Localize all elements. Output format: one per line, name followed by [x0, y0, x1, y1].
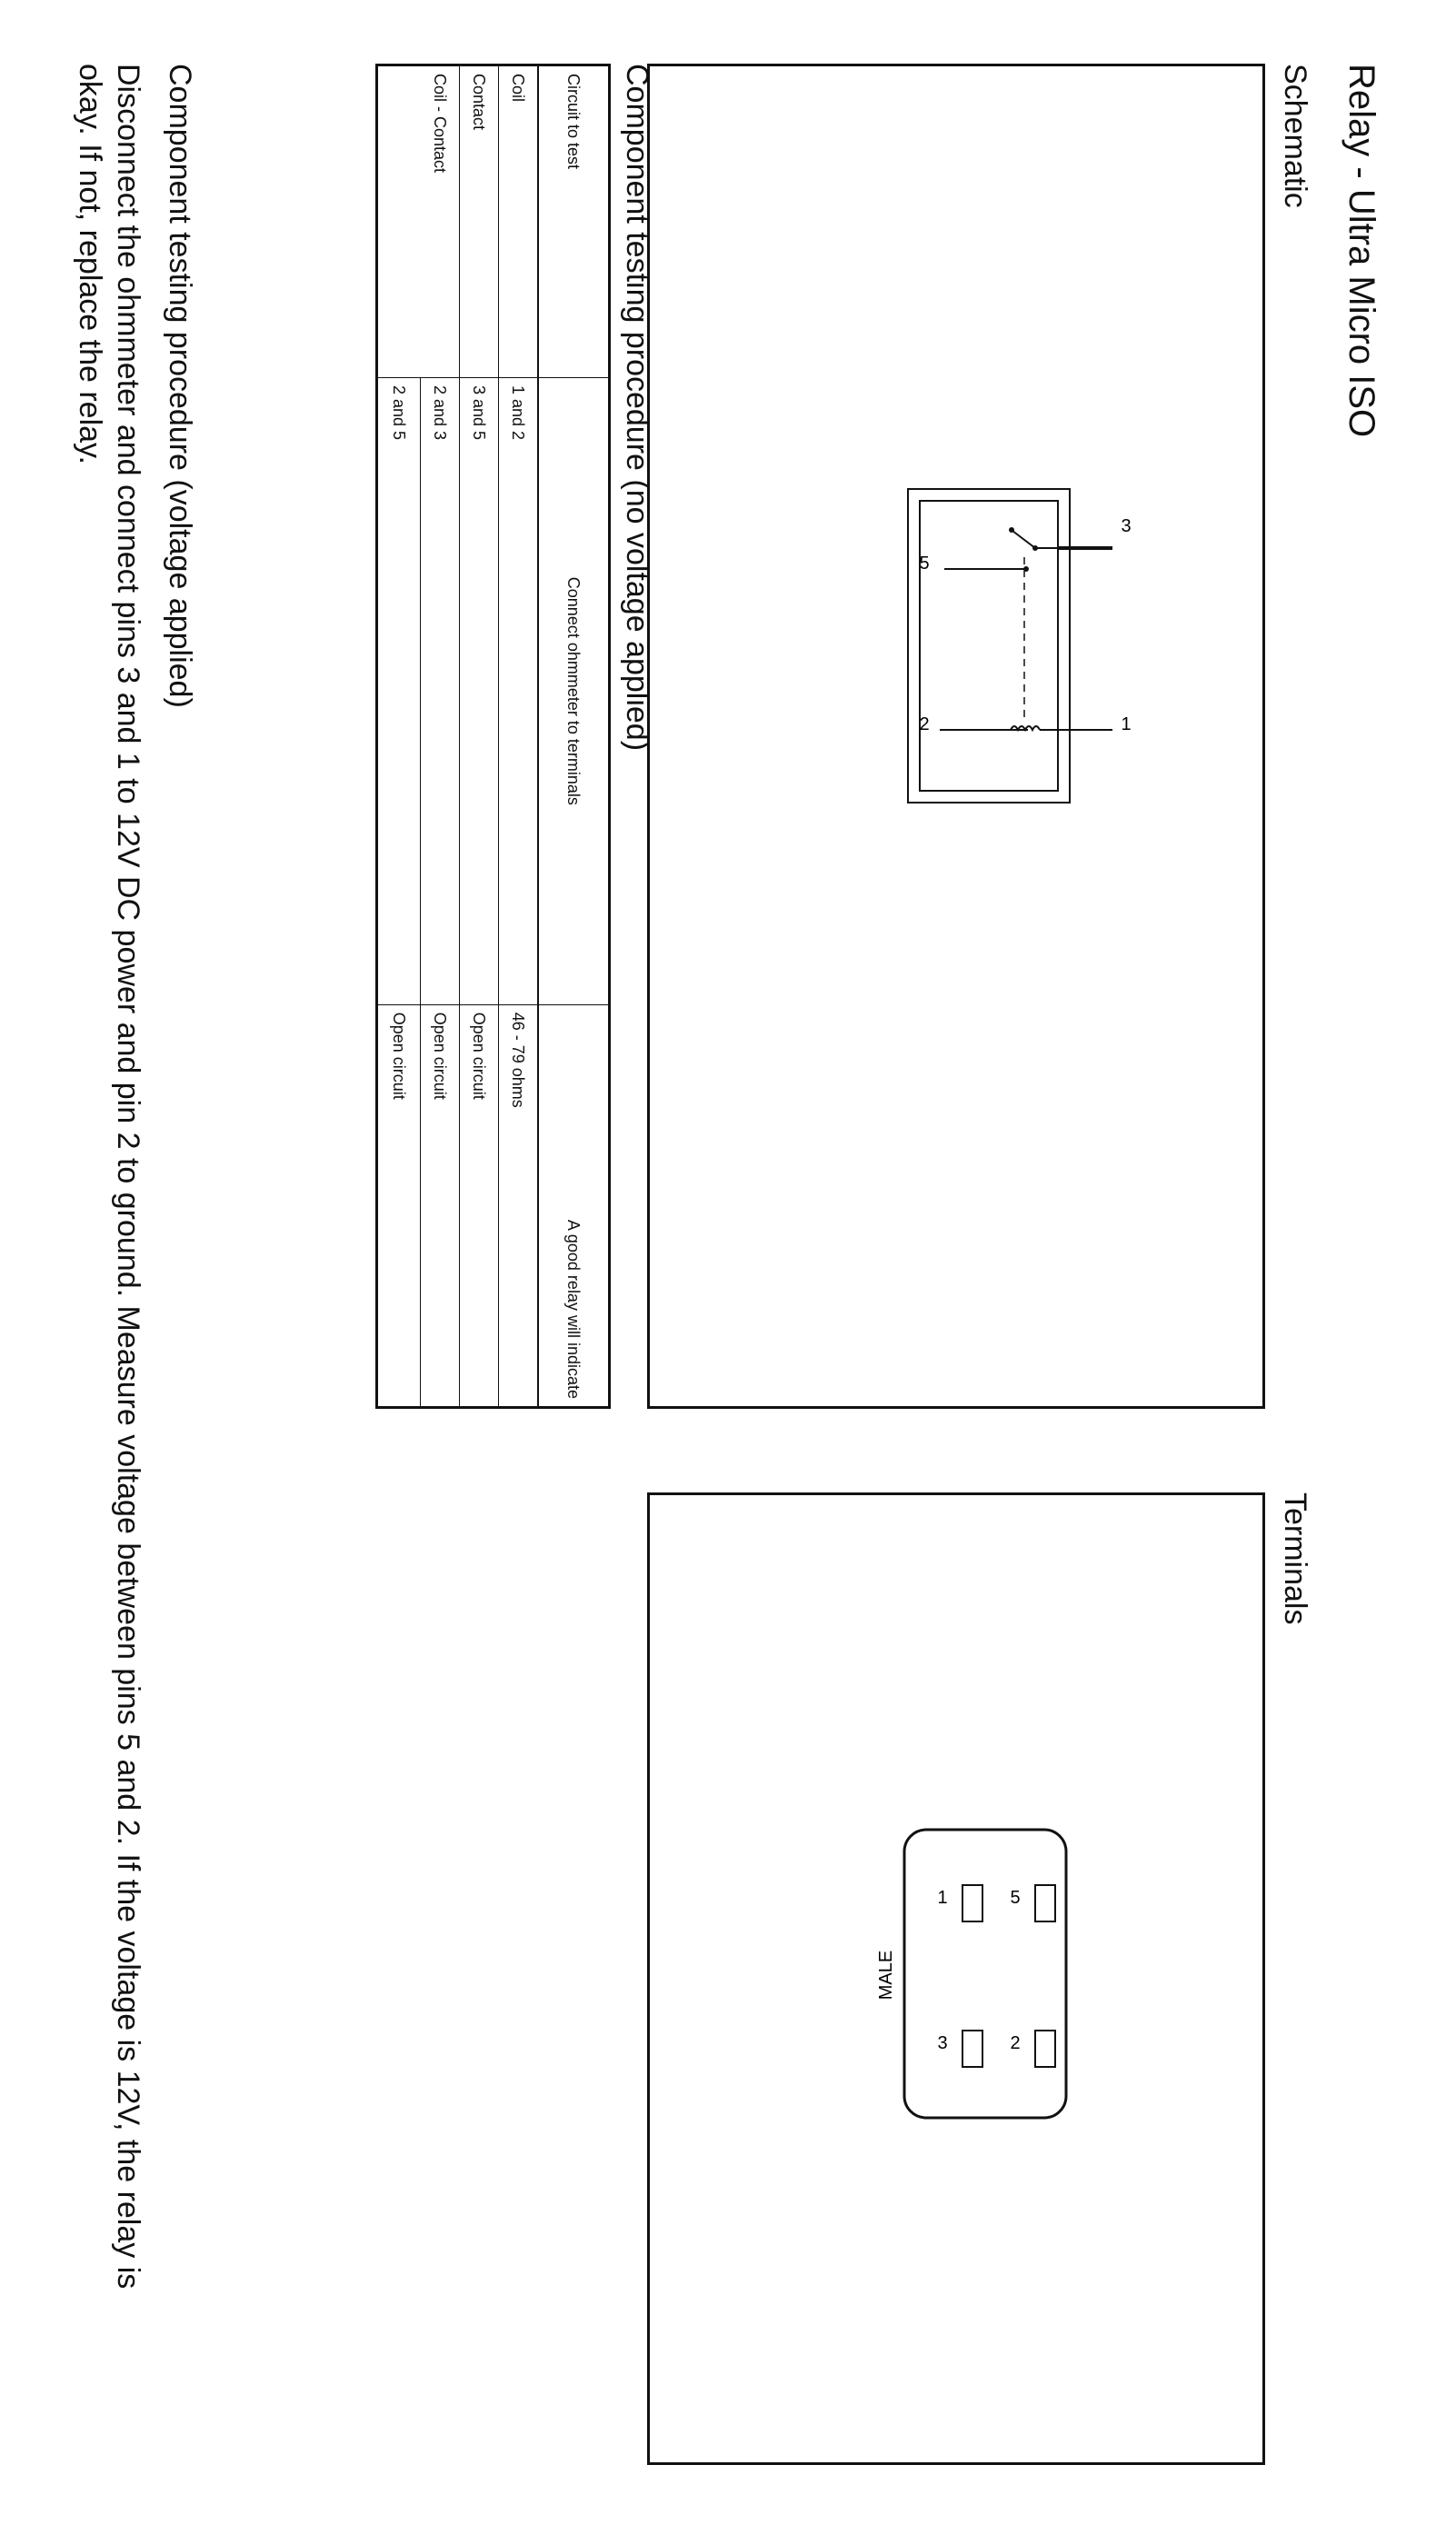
schematic-pin-label: 5 — [919, 554, 930, 574]
header-indication: A good relay will indicate — [538, 1004, 610, 1407]
cell-circuit: Contact — [460, 65, 499, 378]
relay-schematic-diagram — [650, 66, 1262, 1406]
table-row — [421, 65, 460, 1408]
table-row — [460, 65, 499, 1408]
relay-housing-inner — [920, 501, 1058, 791]
schematic-pin-label: 2 — [919, 714, 930, 734]
voltage-heading: Component testing procedure (voltage applied) — [163, 64, 197, 708]
no-voltage-heading: Component testing procedure (no voltage applied) — [620, 64, 654, 752]
cell-indication: 46 - 79 ohms — [499, 1004, 539, 1407]
table-row — [499, 65, 539, 1408]
connector-gender-label: MALE — [876, 1950, 896, 2001]
cell-terminals: 2 and 5 — [377, 377, 421, 1004]
cell-circuit: Coil - Contact — [421, 65, 460, 378]
schematic-pin-label: 3 — [1121, 516, 1132, 536]
cell-terminals: 2 and 3 — [421, 377, 460, 1004]
connector-face-diagram — [650, 1495, 1262, 2462]
table-row — [377, 65, 421, 1408]
relay-housing-outer — [908, 489, 1070, 803]
terminal-1 — [962, 1885, 982, 1921]
terminal-pin-label: 5 — [1010, 1888, 1021, 1908]
terminal-pin-label: 3 — [937, 2033, 948, 2053]
terminal-3 — [962, 2031, 982, 2067]
terminal-5 — [1035, 1885, 1055, 1921]
table-header-row — [538, 65, 610, 1408]
terminals-heading: Terminals — [1278, 1492, 1312, 1625]
schematic-pin-label: 1 — [1121, 714, 1132, 734]
switch-arm — [1012, 531, 1035, 548]
terminal-pin-label: 2 — [1010, 2033, 1021, 2053]
cell-terminals: 1 and 2 — [499, 377, 539, 1004]
page-title: Relay - Ultra Micro ISO — [1341, 64, 1381, 438]
schematic-panel — [647, 64, 1265, 1409]
header-circuit: Circuit to test — [538, 65, 610, 378]
cell-indication: Open circuit — [421, 1004, 460, 1407]
voltage-procedure-text: Disconnect the ohmmeter and connect pins 3 and 1 to 12V DC power and pin 2 to ground. Measure voltage between pins 5 and 2. If the voltage is 12V, the relay is okay. If not, replace the relay. — [73, 64, 145, 2290]
cell-terminals: 3 and 5 — [460, 377, 499, 1004]
cell-indication: Open circuit — [377, 1004, 421, 1407]
header-terminals: Connect ohmmeter to terminals — [538, 377, 610, 1004]
cell-circuit — [377, 65, 421, 378]
terminal-2 — [1035, 2031, 1055, 2067]
connector-outline — [904, 1830, 1066, 2118]
cell-indication: Open circuit — [460, 1004, 499, 1407]
schematic-heading: Schematic — [1278, 64, 1312, 208]
terminals-panel — [647, 1492, 1265, 2465]
terminal-pin-label: 1 — [937, 1888, 948, 1908]
resistance-test-table — [375, 64, 611, 1409]
cell-circuit: Coil — [499, 65, 539, 378]
